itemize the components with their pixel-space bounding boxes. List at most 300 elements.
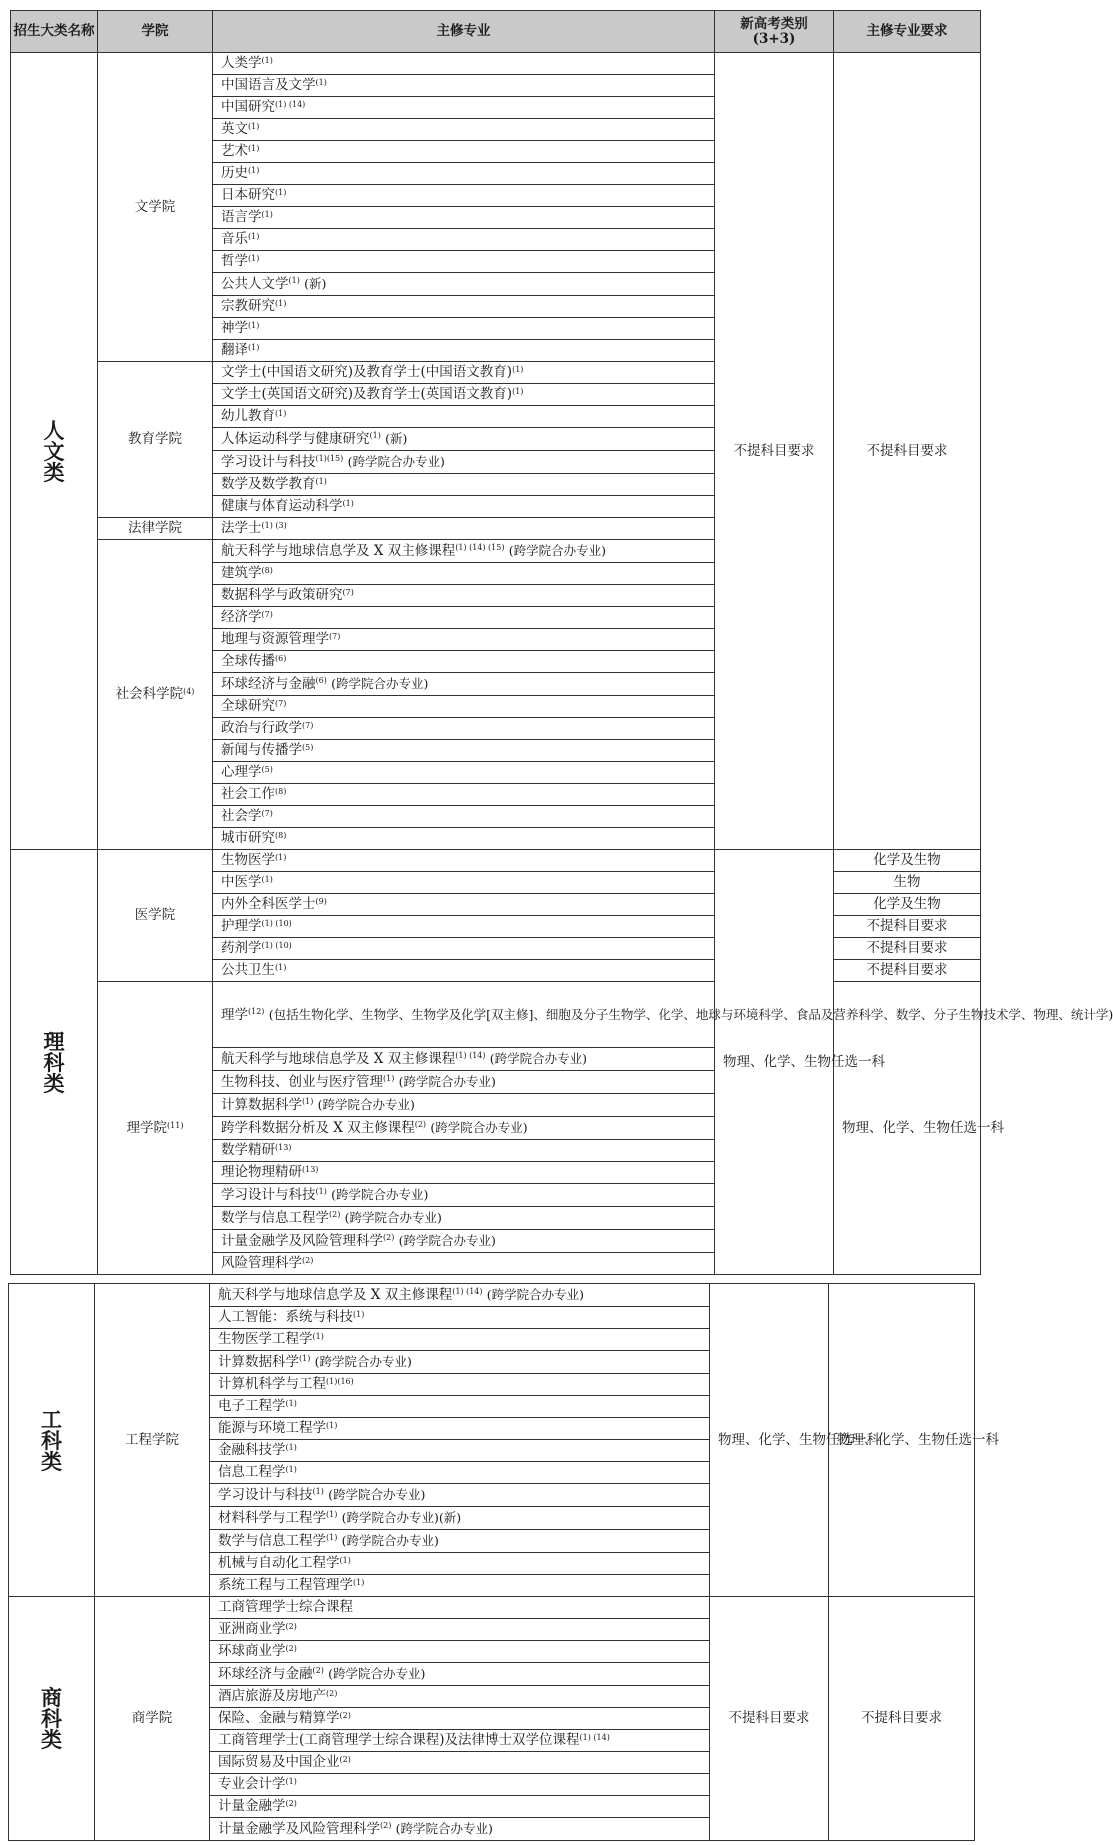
major-cell (213, 141, 715, 163)
major-name: 经济学 (221, 609, 262, 625)
major-name: 计算机科学与工程 (218, 1376, 326, 1392)
footnote-ref: (1) (248, 254, 260, 263)
major-requirement-text: 不提科目要求 (866, 442, 948, 459)
major-cell (213, 296, 715, 318)
footnote-ref: (1) (14) (275, 100, 306, 109)
footnote-ref: (1) (14) (455, 1051, 486, 1060)
major-cell (213, 406, 715, 428)
college-name: 教育学院 (128, 431, 182, 447)
major-name: 航天科学与地球信息学及 X 双主修课程 (221, 543, 456, 559)
major-cell (210, 1752, 710, 1774)
major-cell (213, 75, 715, 97)
exam-category-text: 不提科目要求 (728, 1710, 810, 1726)
major-cell (210, 1396, 710, 1418)
footnote-ref: (1) (326, 1510, 338, 1519)
major-name: 社会学 (221, 808, 262, 824)
footnote-ref: (2) (302, 1256, 314, 1265)
category-char: 文 (43, 438, 65, 464)
footnote-ref: (8) (261, 566, 273, 575)
major-requirement (829, 1597, 975, 1841)
footnote-ref: (1) (312, 1487, 324, 1496)
major-note: (跨学院合办专业) (347, 454, 445, 469)
category-engineering (9, 1284, 95, 1597)
footnote-ref: (1) (353, 1578, 365, 1587)
major-note: (跨学院合办专业) (341, 1533, 439, 1548)
major-cell (213, 982, 1113, 1048)
major-name: 专业会计学 (218, 1776, 286, 1792)
major-name: 内外全科医学士 (221, 896, 316, 912)
major-name: 中国研究 (221, 99, 275, 115)
footnote-ref: (1) (275, 409, 287, 418)
major-note: (新) (304, 276, 327, 291)
footnote-ref: (2) (339, 1711, 351, 1720)
major-name: 新闻与传播学 (221, 742, 302, 758)
major-requirement-text: 化学及生物 (873, 852, 941, 868)
major-name: 健康与体育运动科学 (221, 498, 343, 514)
footnote-ref: (1)(16) (326, 1377, 354, 1386)
major-requirement-text: 物理、化学、生物任选一科 (842, 1119, 1004, 1136)
college-cell (95, 1284, 210, 1597)
major-name: 计算数据科学 (221, 1097, 302, 1113)
major-name: 社会工作 (221, 786, 275, 802)
major-requirement-text: 生物 (893, 874, 921, 890)
major-name: 计量金融学及风险管理科学 (221, 1233, 383, 1249)
major-requirement-text: 不提科目要求 (866, 918, 948, 934)
major-name: 跨学科数据分析及 X 双主修课程 (221, 1120, 415, 1136)
exam-category-text: 物理、化学、生物任选一科 (723, 1053, 885, 1070)
major-cell (213, 1162, 715, 1184)
footnote-ref: (1) (288, 276, 300, 285)
major-note: (跨学院合办专业) (331, 1187, 429, 1202)
major-name: 亚洲商业学 (218, 1621, 286, 1637)
header-requirement: 主修专业要求 (834, 11, 981, 53)
footnote-ref: (1) (248, 343, 260, 352)
major-cell (213, 850, 715, 872)
major-cell (213, 718, 715, 740)
major-note: (跨学院合办专业) (430, 1120, 528, 1135)
college-cell (98, 540, 213, 850)
footnote-ref: (1) (339, 1556, 351, 1565)
footnote-ref: (1) (248, 232, 260, 241)
major-note: (跨学院合办专业) (398, 1074, 496, 1089)
major-cell (210, 1484, 710, 1507)
major-name: 生物医学工程学 (218, 1331, 313, 1347)
major-name: 幼儿教育 (221, 408, 275, 424)
category-humanities (11, 53, 98, 850)
major-name: 法学士 (221, 520, 262, 536)
footnote-ref: (6) (315, 676, 327, 685)
footnote-ref: (8) (275, 787, 287, 796)
major-cell (210, 1774, 710, 1796)
college-cell (95, 1597, 210, 1841)
footnote-ref: (2) (339, 1755, 351, 1764)
major-name: 电子工程学 (218, 1398, 286, 1414)
footnote-ref: (1) (285, 1465, 297, 1474)
exam-category (715, 53, 834, 850)
major-name: 数学与信息工程学 (218, 1533, 326, 1549)
major-note: (跨学院合办专业) (328, 1487, 426, 1502)
major-name: 数学精研 (221, 1142, 275, 1158)
major-requirement-text: 不提科目要求 (861, 1710, 942, 1726)
footnote-ref: (7) (261, 809, 273, 818)
footnote-ref: (1) (383, 1074, 395, 1083)
major-name: 中医学 (221, 874, 262, 890)
major-cell (210, 1619, 710, 1641)
major-cell (210, 1708, 710, 1730)
footnote-ref: (2) (285, 1644, 297, 1653)
major-name: 风险管理科学 (221, 1255, 302, 1271)
major-cell (213, 828, 715, 850)
footnote-ref: (1) (369, 431, 381, 440)
major-name: 文学士(中国语文研究)及教育学士(中国语文教育) (221, 364, 513, 380)
major-cell (210, 1818, 710, 1841)
footnote-ref: (1)(15) (315, 454, 344, 463)
category-business (9, 1597, 95, 1841)
footnote-ref: (1) (248, 122, 260, 131)
major-cell (210, 1440, 710, 1462)
major-name: 护理学 (221, 918, 262, 934)
major-name: 音乐 (221, 231, 248, 247)
footnote-ref: (2) (312, 1666, 324, 1675)
major-cell (210, 1418, 710, 1440)
major-cell (213, 938, 715, 960)
college-cell (98, 518, 213, 540)
footnote-ref: (1) (285, 1443, 297, 1452)
college-name: 法律学院 (128, 520, 182, 536)
college-cell (98, 362, 213, 518)
college-name: 医学院 (134, 907, 176, 923)
major-name: 信息工程学 (218, 1464, 286, 1480)
footnote-ref: (1) (261, 210, 273, 219)
major-name: 酒店旅游及房地产 (218, 1688, 326, 1704)
major-note: (跨学院合办专业) (508, 543, 607, 558)
major-cell (213, 428, 715, 451)
major-name: 工商管理学士(工商管理学士综合课程)及法律博士双学位课程 (218, 1732, 580, 1748)
major-cell (213, 340, 715, 362)
major-requirement (834, 850, 981, 872)
footnote-ref: (1) (342, 499, 354, 508)
category-char: 工 (41, 1406, 62, 1432)
major-cell (210, 1575, 710, 1597)
major-requirement (834, 938, 981, 960)
major-cell (213, 696, 715, 718)
major-cell (213, 784, 715, 806)
major-note: (跨学院合办专业) (486, 1287, 585, 1302)
exam-category (715, 850, 885, 1275)
major-name: 国际贸易及中国企业 (218, 1754, 340, 1770)
college-cell (98, 982, 213, 1275)
college-name: 文学院 (134, 198, 176, 215)
major-cell (213, 1071, 715, 1094)
major-name: 工商管理学士综合课程 (218, 1599, 353, 1615)
major-requirement-text: 化学及生物 (873, 896, 941, 912)
major-name: 药剂学 (221, 940, 262, 956)
table-row (9, 1597, 975, 1619)
major-cell (213, 1094, 715, 1117)
major-name: 城市研究 (221, 830, 275, 846)
footnote-ref: (13) (302, 1165, 319, 1174)
major-name: 学习设计与科技 (221, 454, 316, 470)
major-requirement (834, 872, 981, 894)
major-name: 数学与信息工程学 (221, 1210, 329, 1226)
major-name: 材料科学与工程学 (218, 1510, 326, 1526)
major-name: 保险、金融与精算学 (218, 1710, 340, 1726)
footnote-ref: (1) (248, 166, 260, 175)
major-note: (包括生物化学、生物学、生物学及化学[双主修]、细胞及分子生物学、化学、地球与环境科学、食品及营养科学、数学、分子生物技术学、物理、统计学) (268, 1006, 1113, 1022)
major-cell (213, 916, 715, 938)
footnote-ref: (2) (285, 1622, 297, 1631)
major-cell (213, 207, 715, 229)
footnote-ref: (5) (261, 765, 273, 774)
footnote-ref: (1) (512, 365, 524, 374)
major-cell (213, 384, 715, 406)
major-cell (213, 872, 715, 894)
category-char: 科 (41, 1706, 62, 1731)
major-cell (213, 806, 715, 828)
footnote-ref: (7) (275, 699, 287, 708)
exam-category (710, 1284, 880, 1597)
major-cell (213, 273, 715, 296)
major-cell (213, 607, 715, 629)
footnote-ref: (2) (383, 1233, 395, 1242)
category-char: 类 (41, 1727, 62, 1752)
major-cell (213, 629, 715, 651)
major-cell (210, 1462, 710, 1484)
major-name: 生物医学 (221, 852, 275, 868)
footnote-ref: (6) (275, 654, 287, 663)
footnote-ref: (13) (275, 1143, 292, 1152)
footnote-ref: (7) (302, 721, 314, 730)
major-name: 翻译 (221, 342, 248, 358)
admission-table-2 (8, 1283, 999, 1841)
major-cell (213, 1048, 715, 1071)
major-cell (210, 1307, 710, 1329)
major-name: 能源与环境工程学 (218, 1420, 326, 1436)
major-name: 宗教研究 (221, 298, 275, 314)
major-name: 全球研究 (221, 698, 275, 714)
major-name: 公共人文学 (221, 276, 289, 292)
major-note: (新) (385, 431, 408, 446)
major-name: 全球传播 (221, 653, 275, 669)
exam-category-text: 物理、化学、生物任选一科 (718, 1431, 880, 1448)
major-name: 地理与资源管理学 (221, 631, 329, 647)
table-row (11, 850, 981, 872)
major-name: 英文 (221, 121, 248, 137)
major-note: (跨学院合办专业) (317, 1097, 415, 1112)
major-name: 语言学 (221, 209, 262, 225)
major-requirement (834, 894, 981, 916)
major-name: 人类学 (221, 55, 262, 71)
admission-table-1 (10, 10, 1113, 1275)
major-note: (跨学院合办专业) (314, 1354, 412, 1369)
footnote-ref: (1) (326, 1421, 338, 1430)
footnote-ref: (4) (183, 687, 195, 696)
footnote-ref: (1) (299, 1354, 311, 1363)
exam-category-text: 不提科目要求 (733, 442, 815, 459)
major-cell (210, 1284, 710, 1307)
footnote-ref: (1) (312, 1332, 324, 1341)
major-name: 环球经济与金融 (218, 1666, 313, 1682)
footnote-ref: (2) (414, 1120, 427, 1129)
major-name: 人体运动科学与健康研究 (221, 431, 370, 447)
header-major: 主修专业 (213, 11, 715, 53)
major-name: 计算数据科学 (218, 1354, 299, 1370)
major-name: 航天科学与地球信息学及 X 双主修课程 (218, 1287, 453, 1303)
major-cell (213, 185, 715, 207)
major-note: (跨学院合办专业) (328, 1666, 426, 1681)
footnote-ref: (7) (261, 610, 273, 619)
footnote-ref: (1) (10) (261, 941, 292, 950)
major-name: 环球经济与金融 (221, 676, 316, 692)
header-category: 招生大类名称 (11, 11, 98, 53)
footnote-ref: (12) (248, 1006, 265, 1016)
major-name: 人工智能：系统与科技 (218, 1309, 353, 1325)
category-char: 科 (41, 1427, 62, 1453)
major-requirement (834, 916, 981, 938)
major-name: 神学 (221, 320, 248, 336)
major-cell (213, 673, 715, 696)
major-name: 生物科技、创业与医疗管理 (221, 1074, 383, 1090)
major-name: 计量金融学 (218, 1798, 286, 1814)
footnote-ref: (1) (302, 1097, 314, 1106)
footnote-ref: (7) (342, 588, 354, 597)
category-char: 类 (43, 1070, 65, 1096)
major-cell (213, 97, 715, 119)
footnote-ref: (1) (3) (261, 521, 287, 530)
footnote-ref: (1) (285, 1399, 297, 1408)
major-cell (210, 1329, 710, 1351)
exam-category (710, 1597, 829, 1841)
major-cell (210, 1530, 710, 1553)
college-name: 社会科学院 (115, 686, 184, 702)
major-cell (210, 1351, 710, 1374)
header-exam-category: 新高考类别 (3+3) (715, 11, 834, 53)
footnote-ref: (1) (512, 387, 524, 396)
major-name: 机械与自动化工程学 (218, 1555, 340, 1571)
footnote-ref: (1) (248, 321, 260, 330)
major-cell (213, 1230, 715, 1253)
major-cell (213, 229, 715, 251)
footnote-ref: (9) (315, 897, 327, 906)
major-note: (跨学院合办专业)(新) (341, 1510, 462, 1525)
major-cell (210, 1730, 710, 1752)
footnote-ref: (2) (380, 1821, 392, 1830)
major-name: 公共卫生 (221, 962, 275, 978)
header-row (11, 11, 981, 53)
major-cell (213, 540, 715, 563)
major-cell (213, 474, 715, 496)
footnote-ref: (1) (326, 1533, 338, 1542)
footnote-ref: (1) (315, 477, 327, 486)
table-row (11, 53, 981, 75)
major-cell (210, 1796, 710, 1818)
footnote-ref: (2) (285, 1799, 297, 1808)
major-name: 历史 (221, 165, 248, 181)
major-cell (213, 1184, 715, 1207)
major-name: 心理学 (221, 764, 262, 780)
major-cell (213, 740, 715, 762)
major-cell (213, 1117, 715, 1140)
major-name: 建筑学 (221, 565, 262, 581)
major-cell (213, 251, 715, 273)
major-note: (跨学院合办专业) (331, 676, 429, 691)
footnote-ref: (1) (353, 1310, 365, 1319)
major-note: (跨学院合办专业) (398, 1233, 496, 1248)
major-note: (跨学院合办专业) (489, 1051, 588, 1066)
major-cell (213, 563, 715, 585)
major-cell (213, 651, 715, 673)
major-cell (210, 1597, 710, 1619)
category-char: 人 (43, 417, 65, 443)
major-name: 数据科学与政策研究 (221, 587, 343, 603)
major-cell (213, 451, 715, 474)
major-name: 中国语言及文学 (221, 77, 316, 93)
major-name: 学习设计与科技 (218, 1487, 313, 1503)
major-requirement (834, 53, 981, 850)
footnote-ref: (1) (10) (261, 919, 292, 928)
college-cell (98, 53, 213, 362)
footnote-ref: (1) (275, 853, 287, 862)
major-name: 学习设计与科技 (221, 1187, 316, 1203)
college-name: 理学院 (126, 1119, 168, 1136)
category-char: 类 (43, 459, 65, 485)
major-cell (213, 518, 715, 540)
footnote-ref: (5) (302, 743, 314, 752)
footnote-ref: (11) (167, 1120, 184, 1130)
major-name: 计量金融学及风险管理科学 (218, 1821, 380, 1837)
footnote-ref: (8) (275, 831, 287, 840)
major-cell (213, 894, 715, 916)
major-cell (213, 119, 715, 141)
footnote-ref: (1) (261, 875, 273, 884)
major-cell (210, 1507, 710, 1530)
major-requirement (834, 960, 981, 982)
major-cell (213, 362, 715, 384)
major-name: 数学及数学教育 (221, 476, 316, 492)
major-requirement-text: 不提科目要求 (866, 962, 948, 978)
footnote-ref: (1) (315, 1187, 327, 1196)
major-cell (213, 53, 715, 75)
footnote-ref: (1) (275, 299, 287, 308)
major-name: 政治与行政学 (221, 720, 302, 736)
table-row (11, 982, 981, 1048)
footnote-ref: (1) (14) (15) (455, 543, 505, 552)
footnote-ref: (2) (326, 1689, 338, 1698)
footnote-ref: (1) (275, 963, 287, 972)
major-note: (跨学院合办专业) (395, 1821, 493, 1836)
college-name: 商学院 (131, 1710, 173, 1726)
header-college: 学院 (98, 11, 213, 53)
major-name: 文学士(英国语文研究)及教育学士(英国语文教育) (221, 386, 513, 402)
category-char: 类 (41, 1448, 62, 1474)
major-requirement-text: 物理、化学、生物任选一科 (837, 1431, 999, 1448)
major-name: 哲学 (221, 253, 248, 269)
major-requirement (829, 1284, 999, 1597)
major-cell (210, 1374, 710, 1396)
major-name: 艺术 (221, 143, 248, 159)
major-cell (213, 1140, 715, 1162)
major-name: 理学 (221, 1006, 248, 1023)
major-cell (210, 1686, 710, 1708)
category-char: 理 (43, 1028, 65, 1054)
major-name: 系统工程与工程管理学 (218, 1577, 353, 1593)
major-cell (210, 1553, 710, 1575)
footnote-ref: (2) (329, 1210, 341, 1219)
major-cell (210, 1641, 710, 1663)
major-name: 环球商业学 (218, 1643, 286, 1659)
major-cell (213, 960, 715, 982)
footnote-ref: (1) (14) (579, 1733, 610, 1742)
